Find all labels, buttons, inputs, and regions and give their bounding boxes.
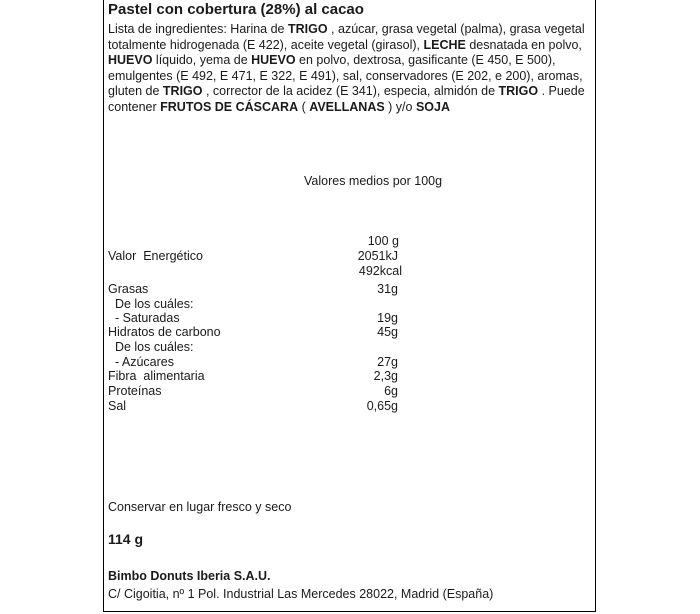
net-weight: 114 g: [108, 531, 144, 547]
nutrition-header: Valores medios por 100g: [304, 174, 443, 188]
company-address: C/ Cigoitia, nº 1 Pol. Industrial Las Mercedes 28022, Madrid (España): [108, 587, 494, 601]
ingredients-list: [108, 22, 588, 115]
ingredient-text: , corrector de la acidez (E 341), especia, almidón de: [202, 84, 499, 98]
nutrition-row-label: - Azúcares: [108, 355, 174, 369]
nutrition-row-value: 27g: [377, 355, 398, 369]
nutrition-row-value: 45g: [377, 325, 398, 339]
allergen-text: TRIGO: [498, 84, 539, 98]
allergen-text: HUEVO: [251, 53, 296, 67]
nutrition-row-value: 492kcal: [358, 264, 402, 278]
ingredient-text: , azúcar, grasa vegetal (palma), grasa vegetal totalmente hidrogenada (E 422), aceite vegetal (girasol),: [108, 22, 585, 52]
nutrition-row-label: - Saturadas: [108, 311, 180, 325]
nutrition-row-label: Grasas: [108, 282, 149, 296]
nutrition-row-value: 19g: [377, 311, 398, 325]
nutrition-row-label: De los cuáles:: [108, 340, 194, 354]
allergen-text: LECHE: [423, 37, 466, 52]
nutrition-row-label: De los cuáles:: [108, 297, 194, 311]
ingredient-text: en polvo, dextrosa, gasificante (E 450, E 500), emulgentes (E 492, E 471, E 322, E 491), sal, conservadores (E 202, e 200), aromas, gluten de: [108, 53, 583, 98]
ingredient-text: ) y/o: [384, 99, 416, 114]
nutrition-row-label: Hidratos de carbono: [108, 325, 221, 339]
ingredient-text: (: [298, 99, 310, 114]
allergen-text: TRIGO: [162, 84, 203, 98]
ingredient-text: desnatada en polvo,: [465, 37, 582, 52]
allergen-text: SOJA: [415, 99, 450, 114]
nutrition-row-value: 0,65g: [366, 399, 398, 413]
ingredient-text: líquido, yema de: [152, 53, 252, 67]
nutrition-row-value: 6g: [384, 384, 398, 398]
storage-instructions: Conservar en lugar fresco y seco: [108, 500, 292, 514]
nutrition-row-value: 2051kJ: [357, 249, 398, 263]
allergen-text: AVELLANAS: [309, 99, 385, 114]
nutrition-row-label: Proteínas: [108, 384, 162, 398]
company-name: Bimbo Donuts Iberia S.A.U.: [108, 569, 271, 583]
ingredient-text: . Puede contener: [108, 84, 585, 114]
nutrition-per-label: 100 g: [367, 234, 399, 248]
allergen-text: HUEVO: [108, 53, 153, 67]
nutrition-row-label: Valor Energético: [108, 249, 203, 263]
allergen-text: TRIGO: [287, 22, 328, 36]
nutrition-row-value: 2,3g: [373, 369, 398, 383]
ingredient-text: Lista de ingredientes: Harina de: [108, 22, 288, 36]
nutrition-row-label: Fibra alimentaria: [108, 369, 205, 383]
nutrition-row-value: 31g: [377, 282, 398, 296]
allergen-text: FRUTOS DE CÁSCARA: [160, 99, 299, 114]
product-title: Pastel con cobertura (28%) al cacao: [108, 1, 364, 18]
nutrition-row-label: Sal: [108, 399, 127, 413]
